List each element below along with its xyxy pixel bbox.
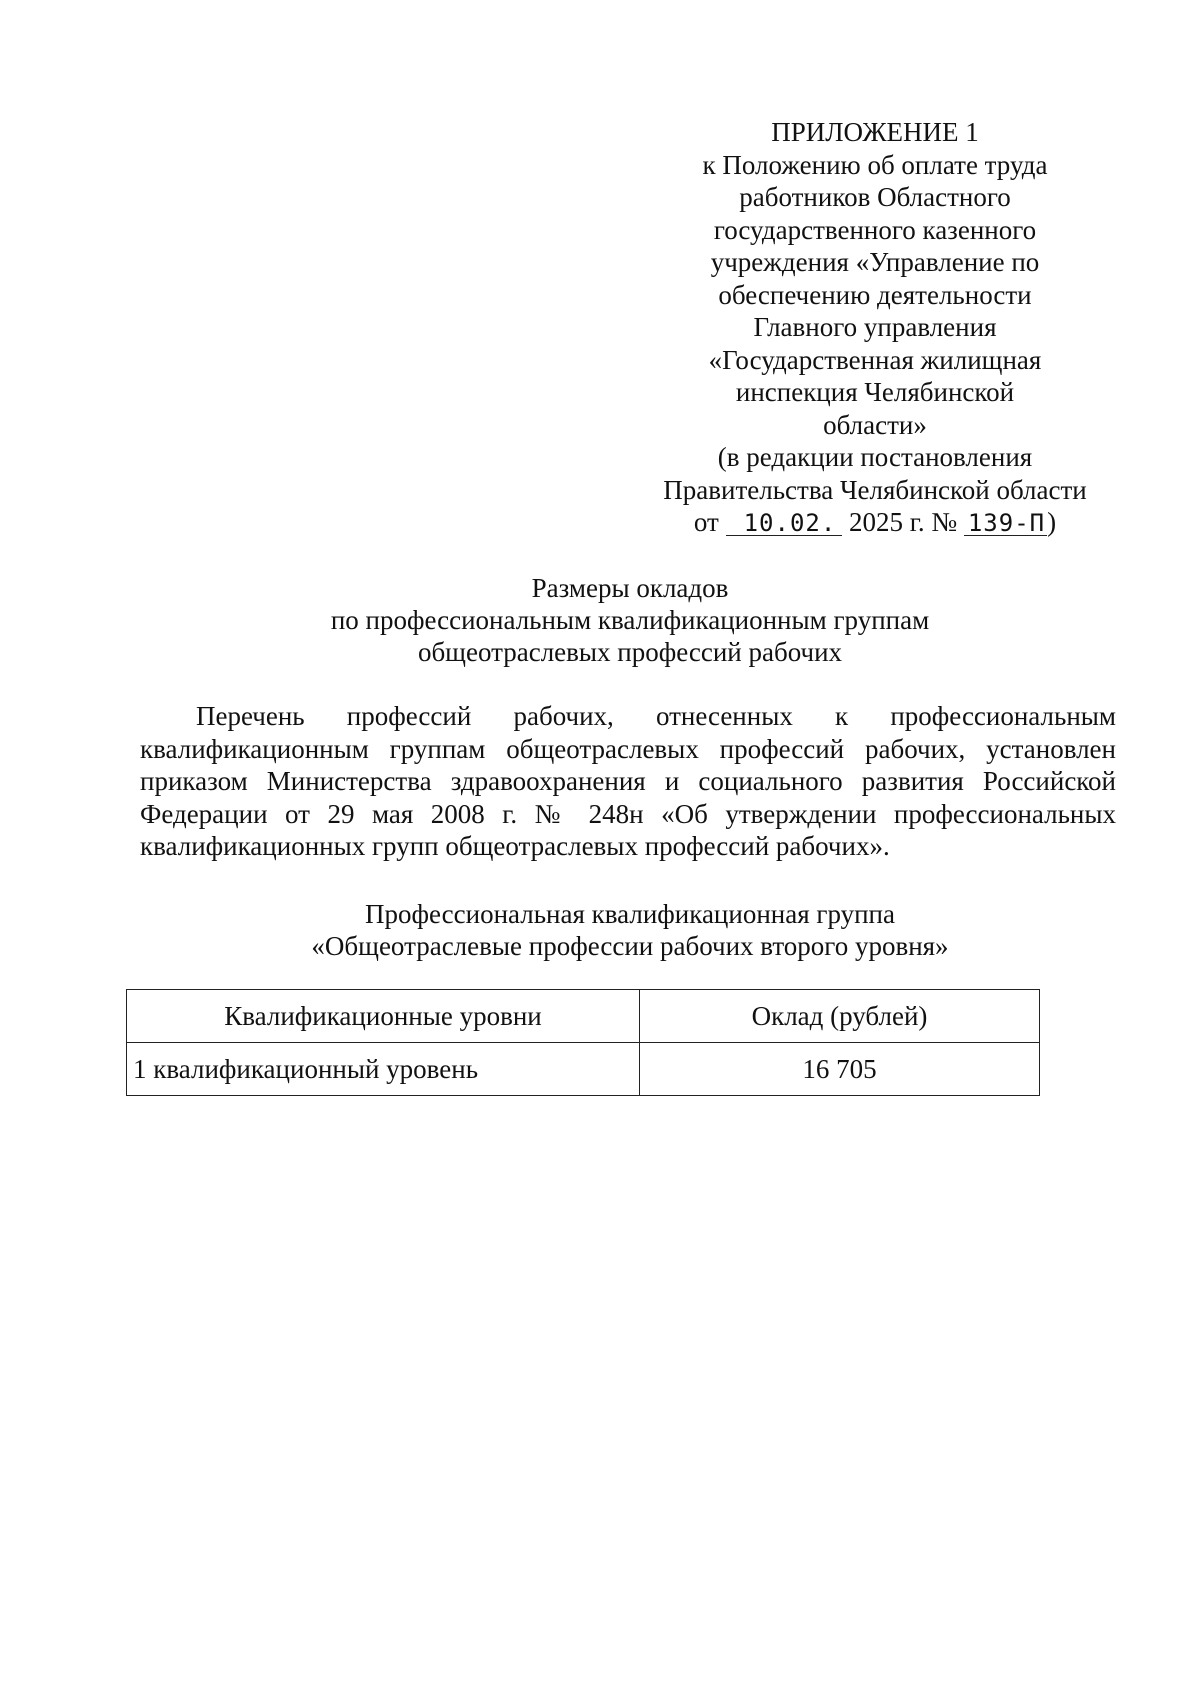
- appendix-line: области»: [823, 409, 927, 440]
- appendix-line: государственного казенного: [713, 214, 1037, 245]
- handwritten-number: 139-П: [964, 511, 1047, 536]
- appendix-block: [640, 116, 1110, 539]
- appendix-line: Главного управления: [753, 312, 997, 342]
- salary-table: [126, 989, 1040, 1096]
- closing-paren: ): [1047, 507, 1057, 537]
- cell-salary: 16 705: [640, 1043, 1040, 1096]
- appendix-date-line: [640, 506, 1110, 539]
- table-header-row: [127, 990, 1040, 1043]
- body-paragraph: Перечень профессий рабочих, отнесенных к профессиональным квалификационным группам общеотраслевых профессий рабочих, установлен приказом Министерства здравоохранения и социального развития Российской Федерации от 29 мая 2008 г. № 248н «Об утверждении профессиональных квалификационных групп общеотраслевых профессий рабочих».: [140, 701, 1116, 861]
- handwritten-date: 10.02.: [726, 511, 843, 536]
- header-salary: Оклад (рублей): [640, 990, 1040, 1043]
- cell-level: 1 квалификационный уровень: [127, 1043, 640, 1096]
- table-row: [127, 1043, 1040, 1096]
- title-line: общеотраслевых профессий рабочих: [417, 637, 843, 667]
- appendix-line: (в редакции постановления: [717, 442, 1033, 472]
- appendix-line: работников Областного: [739, 182, 1011, 212]
- appendix-line: учреждения «Управление по: [710, 247, 1040, 277]
- appendix-line: инспекция Челябинской: [735, 377, 1015, 407]
- appendix-line: Правительства Челябинской области: [663, 474, 1087, 505]
- group-title-line: «Общеотраслевые профессии рабочих второго уровня»: [311, 931, 949, 961]
- appendix-line: обеспечению деятельности: [718, 279, 1032, 310]
- header-levels: Квалификационные уровни: [127, 990, 640, 1043]
- title-line: Размеры окладов: [531, 573, 729, 603]
- title-line: по профессиональным квалификационным группам: [330, 605, 930, 635]
- group-title-line: Профессиональная квалификационная группа: [365, 899, 895, 929]
- appendix-line: «Государственная жилищная: [708, 344, 1042, 375]
- document-title: [200, 572, 1060, 668]
- appendix-line: к Положению об оплате труда: [702, 149, 1048, 180]
- date-prefix: от: [693, 507, 719, 537]
- appendix-heading: ПРИЛОЖЕНИЕ 1: [771, 117, 979, 147]
- date-suffix: 2025 г. №: [849, 507, 958, 537]
- group-title: [200, 898, 1060, 962]
